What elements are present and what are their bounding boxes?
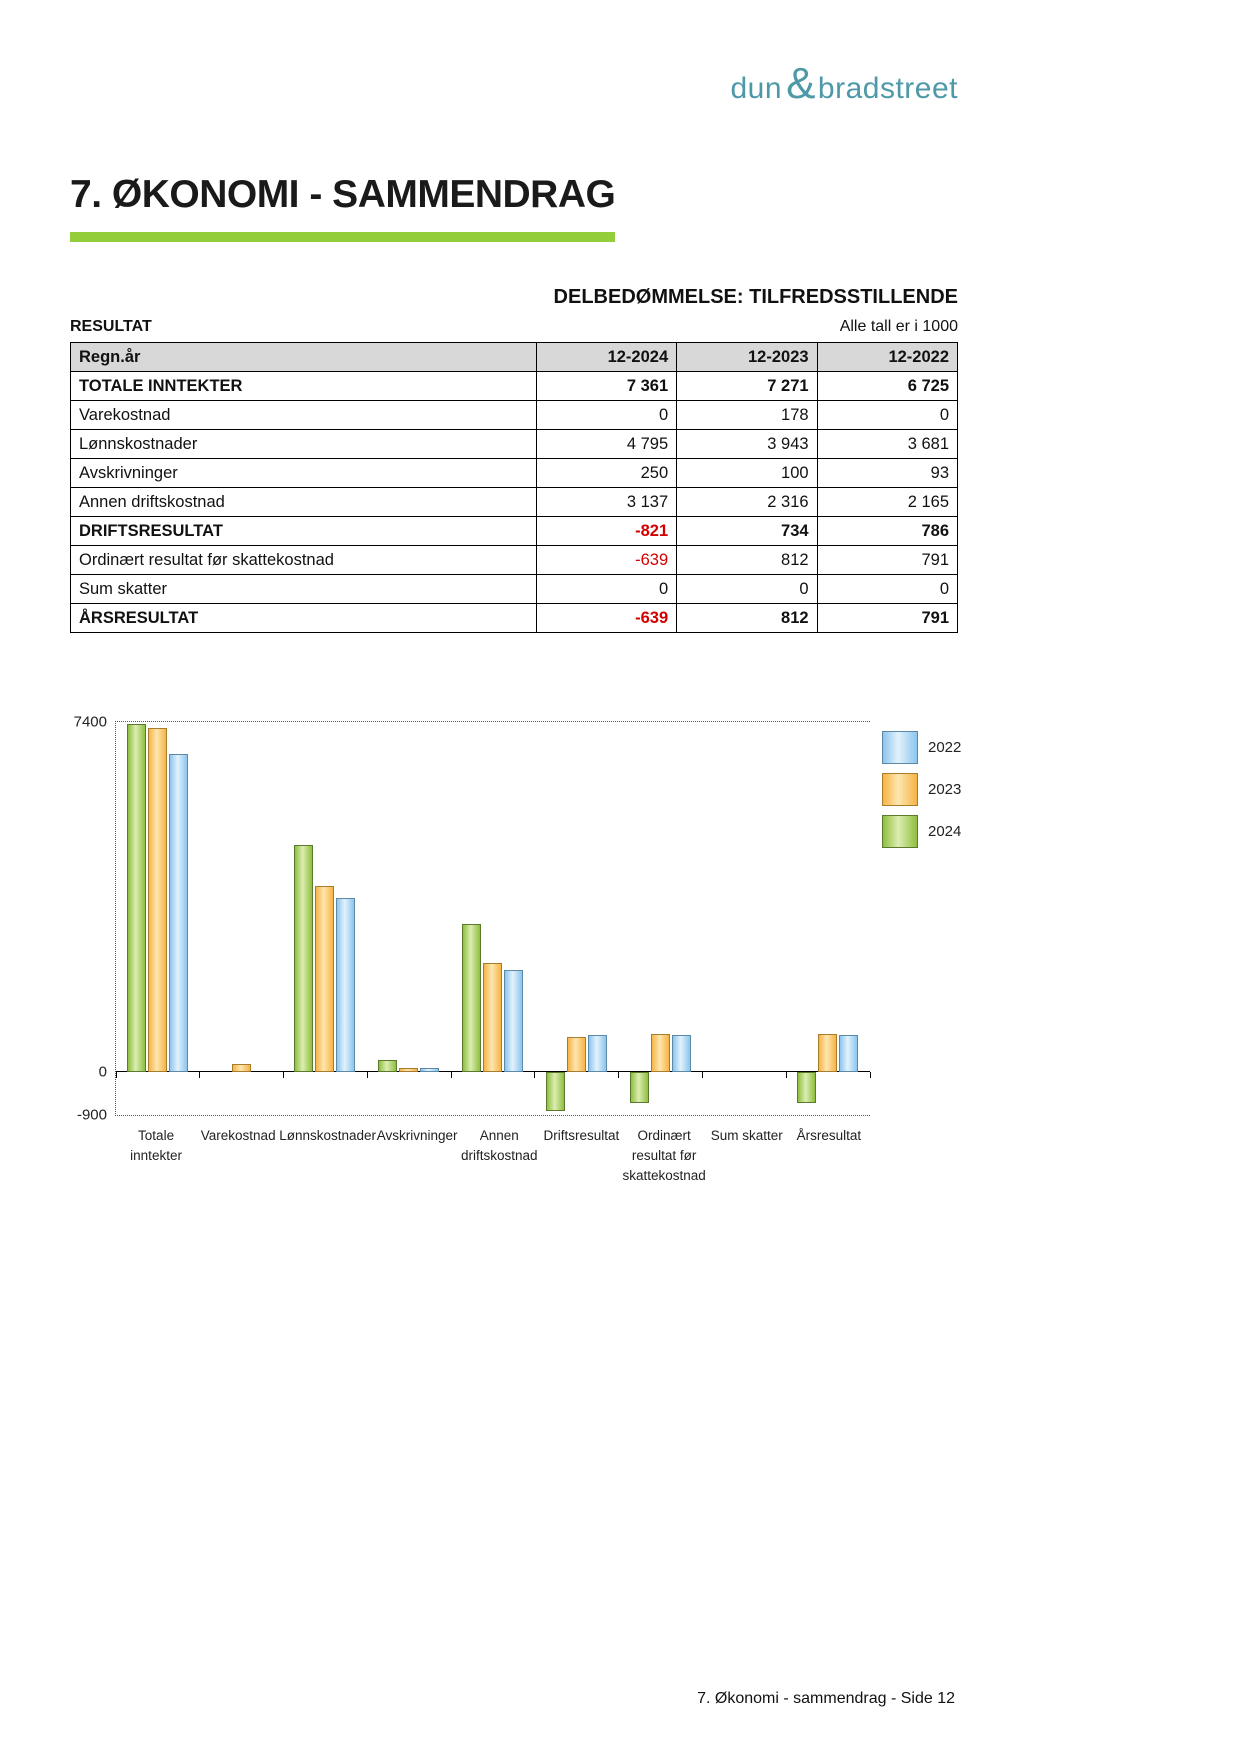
row-label: DRIFTSRESULTAT (71, 516, 537, 545)
bar-ordinært-resultat-før-skattekostnad-2024 (630, 1072, 649, 1102)
category-label: Årsresultat (796, 1127, 862, 1143)
title-accent-rule (70, 232, 615, 242)
table-row (71, 429, 958, 458)
col-header-12-2024: 12-2024 (536, 342, 676, 371)
bar-annen-driftskostnad-2022 (504, 970, 523, 1073)
bar-lønnskostnader-2023 (315, 886, 334, 1073)
table-row (71, 545, 958, 574)
bar-ordinært-resultat-før-skattekostnad-2022 (672, 1035, 691, 1072)
legend-swatch-2022 (882, 731, 918, 764)
bar-årsresultat-2024 (797, 1072, 816, 1102)
row-value: 3 681 (817, 429, 957, 458)
report-content (70, 0, 962, 1189)
row-value: 791 (817, 545, 957, 574)
col-header-12-2023: 12-2023 (677, 342, 817, 371)
legend-item-2024 (882, 815, 961, 848)
row-value: -639 (536, 603, 676, 632)
x-axis-tick (870, 1072, 871, 1078)
logo-ampersand-icon: & (786, 59, 816, 108)
x-axis-tick (116, 1072, 117, 1078)
table-row (71, 371, 958, 400)
legend-item-2022 (882, 731, 961, 764)
row-value: 0 (536, 400, 676, 429)
row-value: 2 165 (817, 487, 957, 516)
row-value: 93 (817, 458, 957, 487)
dun-bradstreet-logo (730, 59, 959, 109)
row-value: 3 137 (536, 487, 676, 516)
row-value: 178 (677, 400, 817, 429)
table-row (71, 458, 958, 487)
units-note: Alle tall er i 1000 (839, 317, 958, 335)
row-value: 6 725 (817, 371, 957, 400)
results-table-body (71, 371, 958, 632)
bar-lønnskostnader-2024 (294, 845, 313, 1072)
row-value: 791 (817, 603, 957, 632)
row-value: 4 795 (536, 429, 676, 458)
assessment-text: DELBEDØMMELSE: TILFREDSSTILLENDE (553, 285, 958, 308)
row-value: 100 (677, 458, 817, 487)
header-row (70, 0, 958, 109)
bar-annen-driftskostnad-2024 (462, 924, 481, 1073)
row-value: 812 (677, 545, 817, 574)
table-meta-row (70, 318, 958, 336)
row-value: 7 361 (536, 371, 676, 400)
row-label: Lønnskostnader (71, 429, 537, 458)
bar-driftsresultat-2024 (546, 1072, 565, 1111)
bar-totale-inntekter-2022 (169, 754, 188, 1072)
bar-driftsresultat-2023 (567, 1037, 586, 1072)
table-row (71, 400, 958, 429)
category-label: Lønnskostnader (279, 1127, 377, 1143)
chart-legend (882, 731, 961, 857)
bar-årsresultat-2022 (839, 1035, 858, 1072)
category-label: Ordinært resultat før skattekostnad (622, 1127, 706, 1184)
row-label: Sum skatter (71, 574, 537, 603)
page-footer: 7. Økonomi - sammendrag - Side 12 (697, 1690, 955, 1707)
table-row (71, 516, 958, 545)
chart-category-labels (115, 1126, 870, 1187)
legend-swatch-2024 (882, 815, 918, 848)
legend-swatch-2023 (882, 773, 918, 806)
row-label: ÅRSRESULTAT (71, 603, 537, 632)
chart-plot-area (73, 713, 870, 1124)
legend-label: 2022 (928, 738, 962, 756)
bar-annen-driftskostnad-2023 (483, 963, 502, 1073)
row-value: 250 (536, 458, 676, 487)
results-bar-chart (70, 711, 962, 1189)
logo-text-dun: dun (730, 72, 783, 105)
row-value: -639 (536, 545, 676, 574)
table-row (71, 574, 958, 603)
row-value: 0 (536, 574, 676, 603)
y-axis-label: -900 (76, 1106, 107, 1124)
table-row (71, 603, 958, 632)
table-row (71, 487, 958, 516)
row-value: 2 316 (677, 487, 817, 516)
legend-label: 2024 (928, 822, 962, 840)
bar-varekostnad-2023 (232, 1064, 251, 1072)
category-label: Annen driftskostnad (460, 1127, 538, 1164)
bar-avskrivninger-2022 (420, 1068, 439, 1072)
col-header-12-2022: 12-2022 (817, 342, 957, 371)
category-label: Avskrivninger (376, 1127, 458, 1143)
bar-totale-inntekter-2023 (148, 728, 167, 1072)
x-axis-tick (451, 1072, 452, 1078)
row-value: 734 (677, 516, 817, 545)
row-value: 0 (817, 400, 957, 429)
bar-årsresultat-2023 (818, 1034, 837, 1072)
y-axis-label: 7400 (73, 713, 107, 731)
legend-label: 2023 (928, 780, 962, 798)
table-header-row (71, 342, 958, 371)
row-label: Ordinært resultat før skattekostnad (71, 545, 537, 574)
results-table (70, 342, 958, 633)
x-axis-tick (618, 1072, 619, 1078)
x-axis-tick (786, 1072, 787, 1078)
x-axis-tick (367, 1072, 368, 1078)
page-title: 7. ØKONOMI - SAMMENDRAG (70, 173, 616, 216)
row-value: 786 (817, 516, 957, 545)
row-value: -821 (536, 516, 676, 545)
bar-lønnskostnader-2022 (336, 898, 355, 1072)
bar-ordinært-resultat-før-skattekostnad-2023 (651, 1034, 670, 1072)
row-value: 0 (817, 574, 957, 603)
logo-text-bradstreet: bradstreet (817, 72, 958, 105)
row-value: 7 271 (677, 371, 817, 400)
bar-totale-inntekter-2024 (127, 724, 146, 1073)
category-label: Sum skatter (710, 1127, 783, 1143)
row-value: 812 (677, 603, 817, 632)
category-label: Driftsresultat (543, 1127, 620, 1143)
bar-driftsresultat-2022 (588, 1035, 607, 1072)
y-axis-label: 0 (98, 1063, 107, 1081)
row-value: 3 943 (677, 429, 817, 458)
bar-avskrivninger-2024 (378, 1060, 397, 1072)
row-label: Varekostnad (71, 400, 537, 429)
row-label: Annen driftskostnad (71, 487, 537, 516)
x-axis-tick (702, 1072, 703, 1078)
x-axis-tick (283, 1072, 284, 1078)
row-label: TOTALE INNTEKTER (71, 371, 537, 400)
section-label: RESULTAT (70, 317, 152, 335)
x-axis-tick (534, 1072, 535, 1078)
col-header-regnar: Regn.år (71, 342, 537, 371)
bar-avskrivninger-2023 (399, 1068, 418, 1073)
legend-item-2023 (882, 773, 961, 806)
category-label: Varekostnad (200, 1127, 276, 1143)
category-label: Totale inntekter (130, 1127, 182, 1164)
row-label: Avskrivninger (71, 458, 537, 487)
x-axis-tick (199, 1072, 200, 1078)
row-value: 0 (677, 574, 817, 603)
